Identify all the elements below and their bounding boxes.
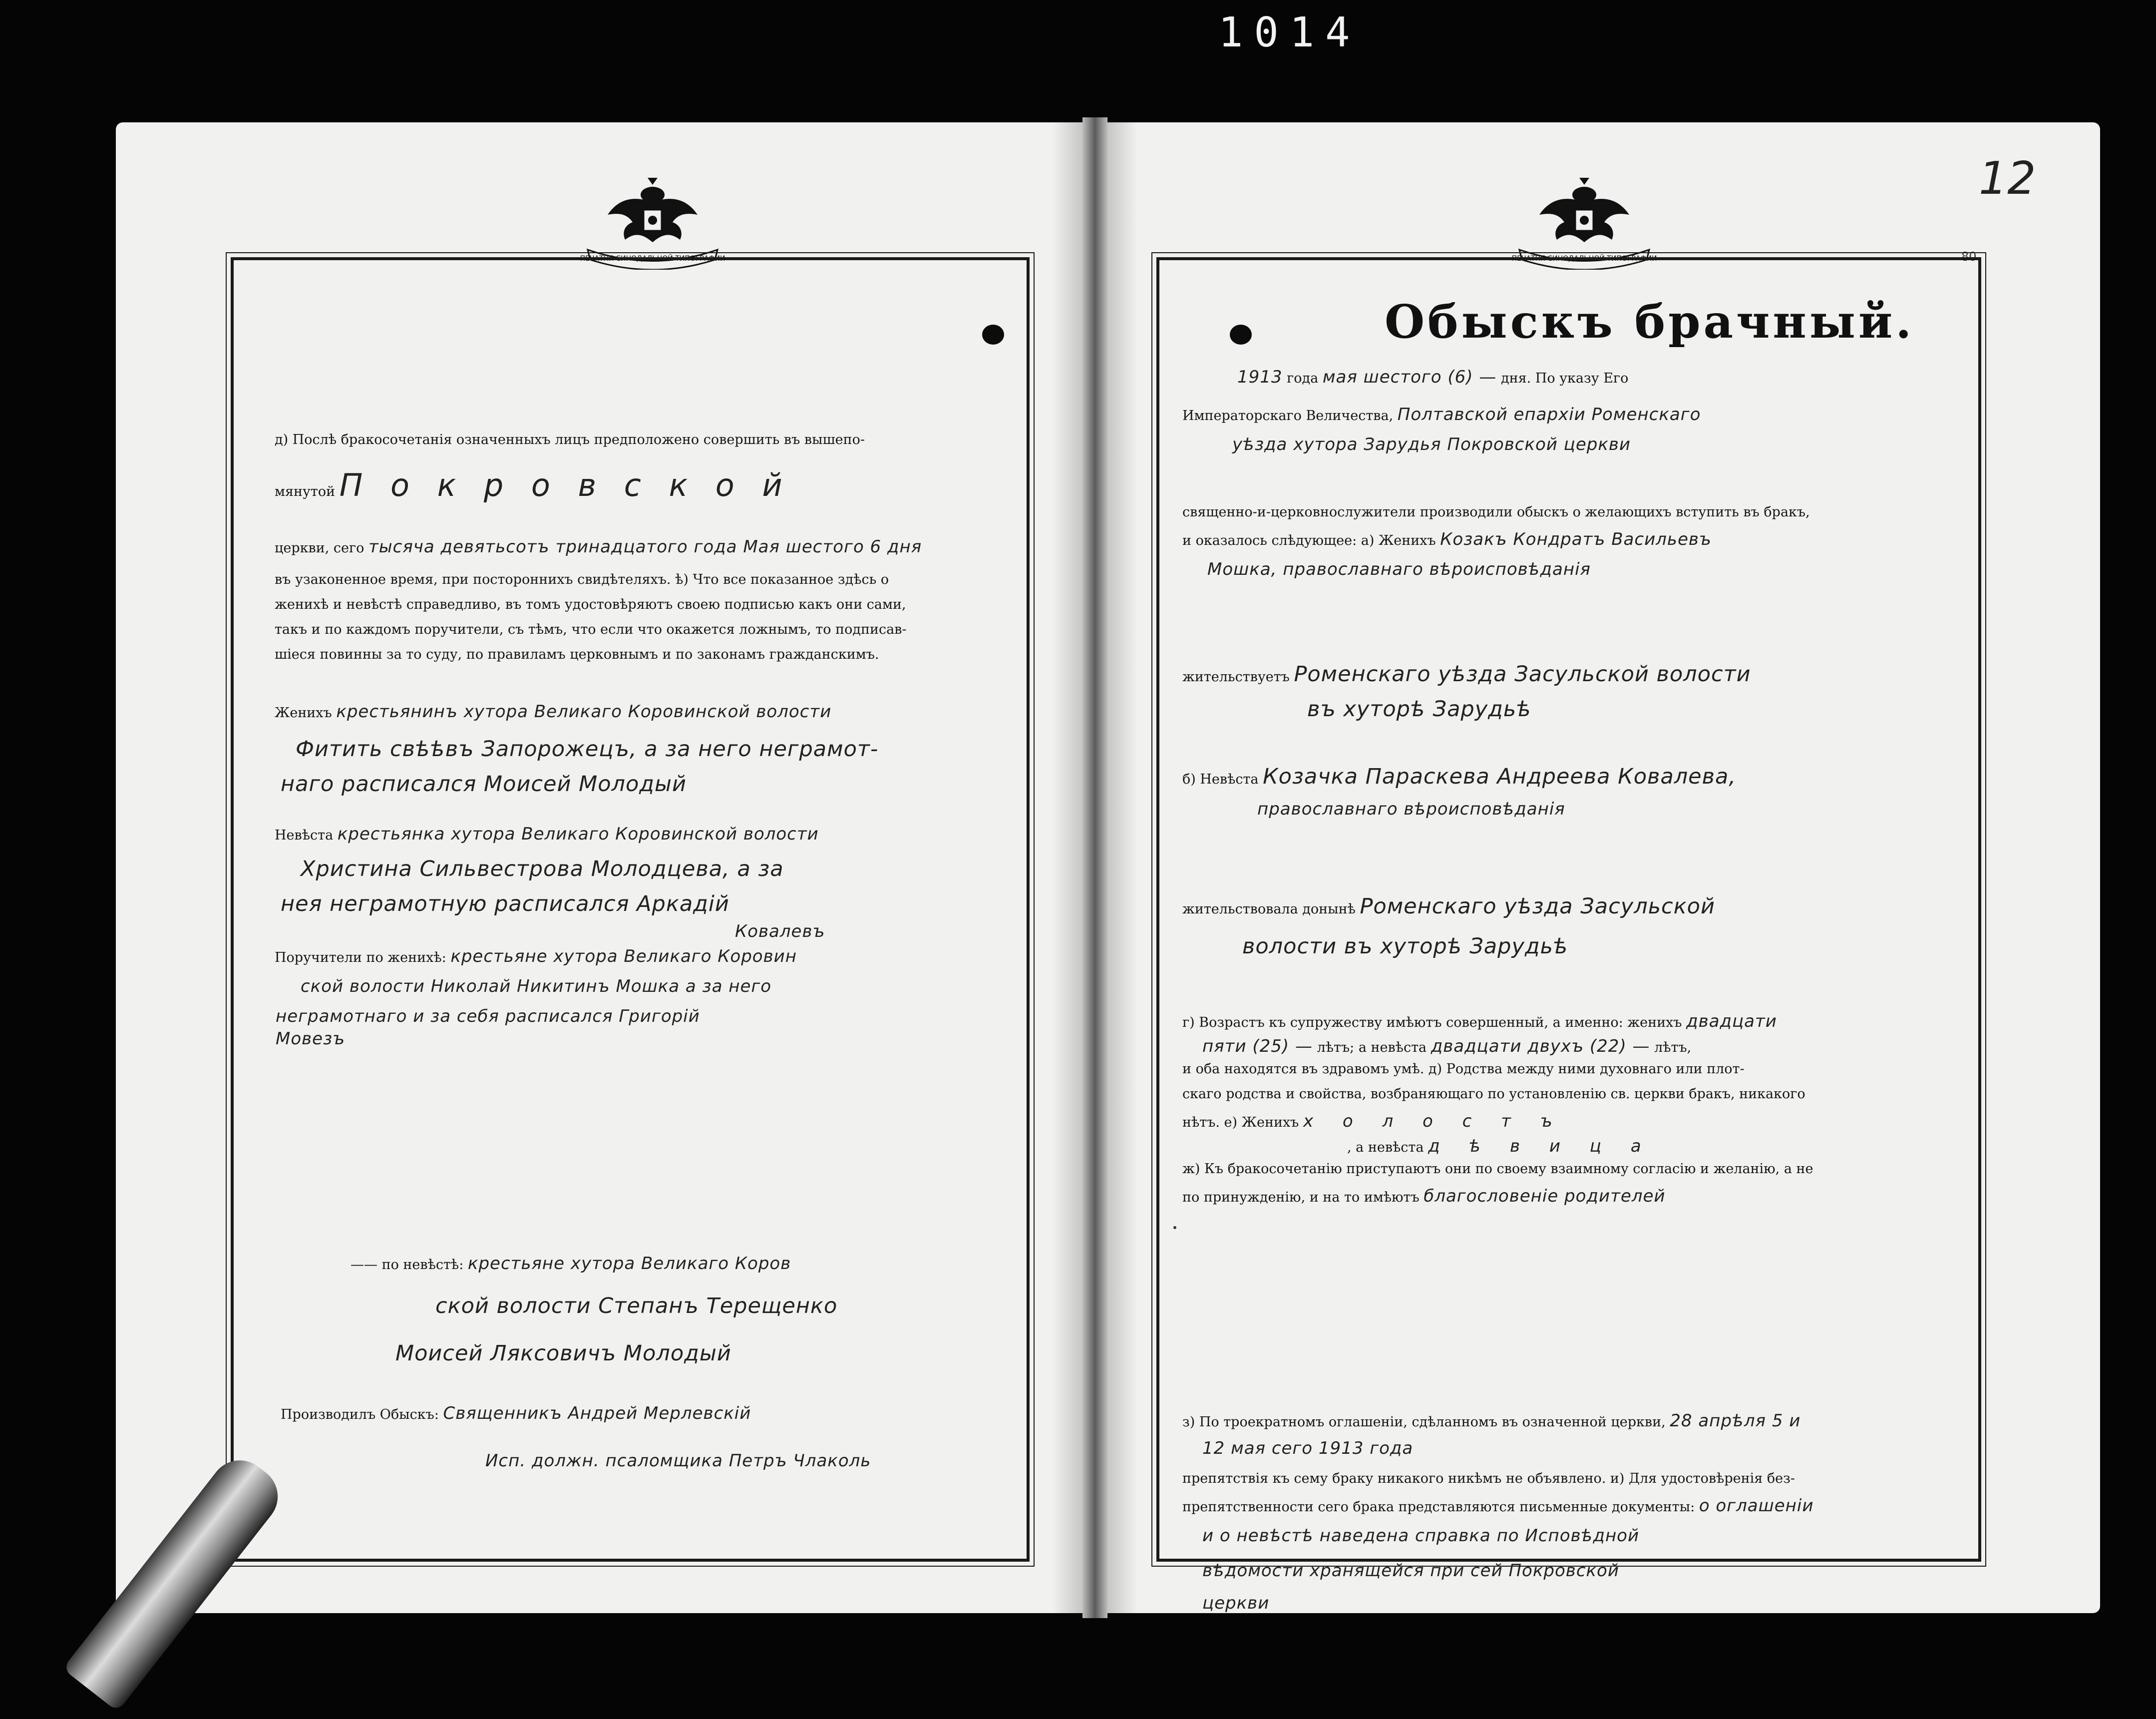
text-line: шіеся повинны за то суду, по правиламъ церковнымъ и по законамъ гражданскимъ. <box>275 647 879 662</box>
text-line <box>1347 1136 1653 1156</box>
page-number: 12 <box>1979 152 2036 205</box>
corner-mark: 80 <box>1961 250 1977 264</box>
printed-label: жительствуетъ <box>1182 669 1290 685</box>
handwritten-banns: 12 мая сего 1913 года <box>1202 1438 1414 1458</box>
handwritten-groom: Фитить свѣѣвъ Запорожецъ, а за него неграмот- <box>296 737 879 762</box>
text-line <box>1182 764 1736 789</box>
left-page <box>116 122 1082 1613</box>
text-line <box>275 702 831 722</box>
handwritten-parish: уѣзда хутора Зарудья Покровской церкви <box>1232 434 1631 454</box>
text-line <box>275 946 797 966</box>
printed-label: нѣтъ. е) Женихъ <box>1182 1115 1299 1130</box>
text-line <box>1182 405 1701 425</box>
imperial-eagle-emblem-icon <box>1509 175 1659 270</box>
handwritten-signature: Священникъ Андрей Мерлевскій <box>443 1403 751 1423</box>
printed-label: —— по невѣстѣ: <box>351 1257 464 1273</box>
printed-label: препятственности сего брака представляются письменные документы: <box>1182 1499 1695 1515</box>
handwritten-documents: вѣдомости хранящейся при сей Покровской <box>1202 1561 1619 1581</box>
printed-label: Невѣста <box>275 828 334 843</box>
frame-number: 1014 <box>1218 9 1361 56</box>
printed-label: и оказалось слѣдующее: а) Женихъ <box>1182 533 1436 548</box>
text-line <box>1182 1186 1666 1206</box>
handwritten-residence: Роменскаго уѣзда Засульской волости <box>1294 662 1751 687</box>
handwritten-bride: Христина Сильвестрова Молодцева, а за <box>301 857 784 881</box>
text-line <box>275 467 791 503</box>
handwritten-age: двадцати <box>1686 1011 1777 1031</box>
text-line: и оба находятся въ здравомъ умѣ. д) Родства между ними духовнаго или плот- <box>1182 1061 1745 1077</box>
handwritten-guarantors: Моисей Ляксовичъ Молодый <box>395 1341 731 1366</box>
handwritten-age: двадцати двухъ (22) — <box>1431 1036 1650 1056</box>
printed-label: Поручители по женихѣ: <box>275 950 446 965</box>
printed-label: з) По троекратномъ оглашеніи, сдѣланномъ въ означенной церкви, <box>1182 1414 1666 1430</box>
text-line <box>1182 1011 1777 1031</box>
text-line <box>1182 1411 1800 1431</box>
handwritten-banns: 28 апрѣля 5 и <box>1670 1411 1801 1431</box>
emblem-ribbon-text: ПЕЧАТНЯ СИНОДАЛЬНОЙ ТИПОГРАФИИ <box>580 255 725 263</box>
text-line: такъ и по каждомъ поручители, съ тѣмъ, что если что окажется ложнымъ, то подписав- <box>275 622 907 637</box>
text-line: священно-и-церковнослужители производили обыскъ о желающихъ вступить въ бракъ, <box>1182 504 1810 520</box>
text-line <box>1182 662 1751 687</box>
text-line <box>275 824 819 844</box>
printed-label: года <box>1287 371 1319 386</box>
printed-label: Императорскаго Величества, <box>1182 408 1394 424</box>
handwritten-guarantors: ской волости Николай Никитинъ Мошка а за него <box>301 976 772 996</box>
text-line <box>1182 1496 1813 1516</box>
printed-label: б) Невѣста <box>1182 772 1259 787</box>
handwritten-parish: Полтавской епархіи Роменскаго <box>1397 405 1701 425</box>
handwritten-guarantors: крестьяне хутора Великаго Коровин <box>450 946 797 966</box>
handwritten-groom: Козакъ Кондратъ Васильевъ <box>1440 529 1712 549</box>
text-line <box>275 537 922 557</box>
printed-label: лѣтъ; а невѣста <box>1317 1040 1427 1055</box>
handwritten-residence: волости въ хуторѣ Зарудьѣ <box>1242 934 1568 959</box>
printed-label: , а невѣста <box>1347 1140 1424 1155</box>
text-line: въ узаконенное время, при постороннихъ свидѣтеляхъ. ѣ) Что все показанное здѣсь о <box>275 572 889 587</box>
handwritten-groom: Мошка, православнаго вѣроисповѣданія <box>1207 559 1591 579</box>
handwritten-bride: крестьянка хутора Великаго Коровинской волости <box>337 824 819 844</box>
printed-label: церкви, сего <box>275 540 364 556</box>
text-line <box>351 1254 791 1274</box>
text-line: д) Послѣ бракосочетанія означенныхъ лицъ предположено совершить въ вышепо- <box>275 432 865 447</box>
text-line: скаго родства и свойства, возбраняющаго по установленію св. церкви бракъ, никакого <box>1182 1086 1805 1102</box>
handwritten-church-name: П о к р о в с к о й <box>339 467 791 503</box>
handwritten-blessing: благословеніе родителей <box>1424 1186 1666 1206</box>
handwritten-guarantors: Мовезъ <box>276 1029 346 1049</box>
handwritten-bride: православнаго вѣроисповѣданія <box>1257 799 1565 819</box>
handwritten-residence: въ хуторѣ Зарудьѣ <box>1307 697 1532 722</box>
printed-label: дня. По указу Его <box>1500 371 1629 386</box>
printed-label: г) Возрастъ къ супружеству имѣютъ совершенный, а именно: женихъ <box>1182 1015 1682 1030</box>
text-line <box>1182 1111 1564 1131</box>
handwritten-residence: Роменскаго уѣзда Засульской <box>1360 894 1715 919</box>
handwritten-documents: и о невѣстѣ наведена справка по Исповѣдной <box>1202 1526 1640 1546</box>
emblem-ribbon-text: ПЕЧАТНЯ СИНОДАЛЬНОЙ ТИПОГРАФИИ <box>1511 255 1657 263</box>
handwritten-guarantors: ской волости Степанъ Терещенко <box>435 1293 838 1318</box>
text-line <box>1182 529 1712 549</box>
text-line <box>1237 367 1628 387</box>
handwritten-documents: церкви <box>1202 1593 1270 1613</box>
handwritten-year: 1913 <box>1237 367 1283 387</box>
text-line: женихѣ и невѣстѣ справедливо, въ томъ удостовѣряютъ своею подписью какъ они сами, <box>275 597 906 612</box>
handwritten-guarantors: неграмотнаго и за себя расписался Григорій <box>276 1006 700 1026</box>
text-line <box>281 1403 751 1423</box>
handwritten-guarantors: крестьяне хутора Великаго Коров <box>467 1254 791 1274</box>
printed-label: по принужденію, и на то имѣютъ <box>1182 1190 1420 1205</box>
handwritten-age: пяти (25) — <box>1202 1036 1313 1056</box>
handwritten-groom: крестьянинъ хутора Великаго Коровинской волости <box>336 702 832 722</box>
handwritten-groom: наго расписался Моисей Молодый <box>281 772 687 797</box>
handwritten-status: х о л о с т ъ <box>1303 1111 1564 1131</box>
book-spine <box>1082 117 1107 1618</box>
handwritten-status: д ѣ в и ц а <box>1428 1136 1653 1156</box>
text-line: ж) Къ бракосочетанію приступаютъ они по своему взаимному согласію и желанію, а не <box>1182 1161 1813 1177</box>
printed-label: мянутой <box>275 484 336 499</box>
text-line <box>1182 894 1715 919</box>
printed-label: жительствовала донынѣ <box>1182 901 1356 917</box>
handwritten-date: тысяча девятьсотъ тринадцатого года Мая шестого 6 дня <box>368 537 922 557</box>
handwritten-bride: Ковалевъ <box>735 921 825 941</box>
printed-label: Производилъ Обыскъ: <box>281 1407 439 1422</box>
handwritten-documents: о оглашеніи <box>1699 1496 1814 1516</box>
handwritten-bride: Козачка Параскева Андреева Ковалева, <box>1263 764 1737 789</box>
handwritten-signature: Исп. должн. псаломщика Петръ Члаколь <box>485 1451 871 1471</box>
text-line: препятствія къ сему браку никакого никѣмъ не объявлено. и) Для удостовѣренія без- <box>1182 1471 1795 1486</box>
text-line <box>1202 1036 1691 1056</box>
right-page <box>1107 122 2100 1613</box>
printed-label: лѣтъ, <box>1654 1040 1692 1055</box>
imperial-eagle-emblem-icon <box>578 175 727 270</box>
page-title: Обыскъ брачный. <box>1385 295 1915 349</box>
handwritten-date: мая шестого (6) — <box>1322 367 1497 387</box>
ink-dot <box>1173 1226 1176 1229</box>
printed-label: Женихъ <box>275 705 332 721</box>
handwritten-bride: нея неграмотную расписался Аркадій <box>281 891 729 916</box>
